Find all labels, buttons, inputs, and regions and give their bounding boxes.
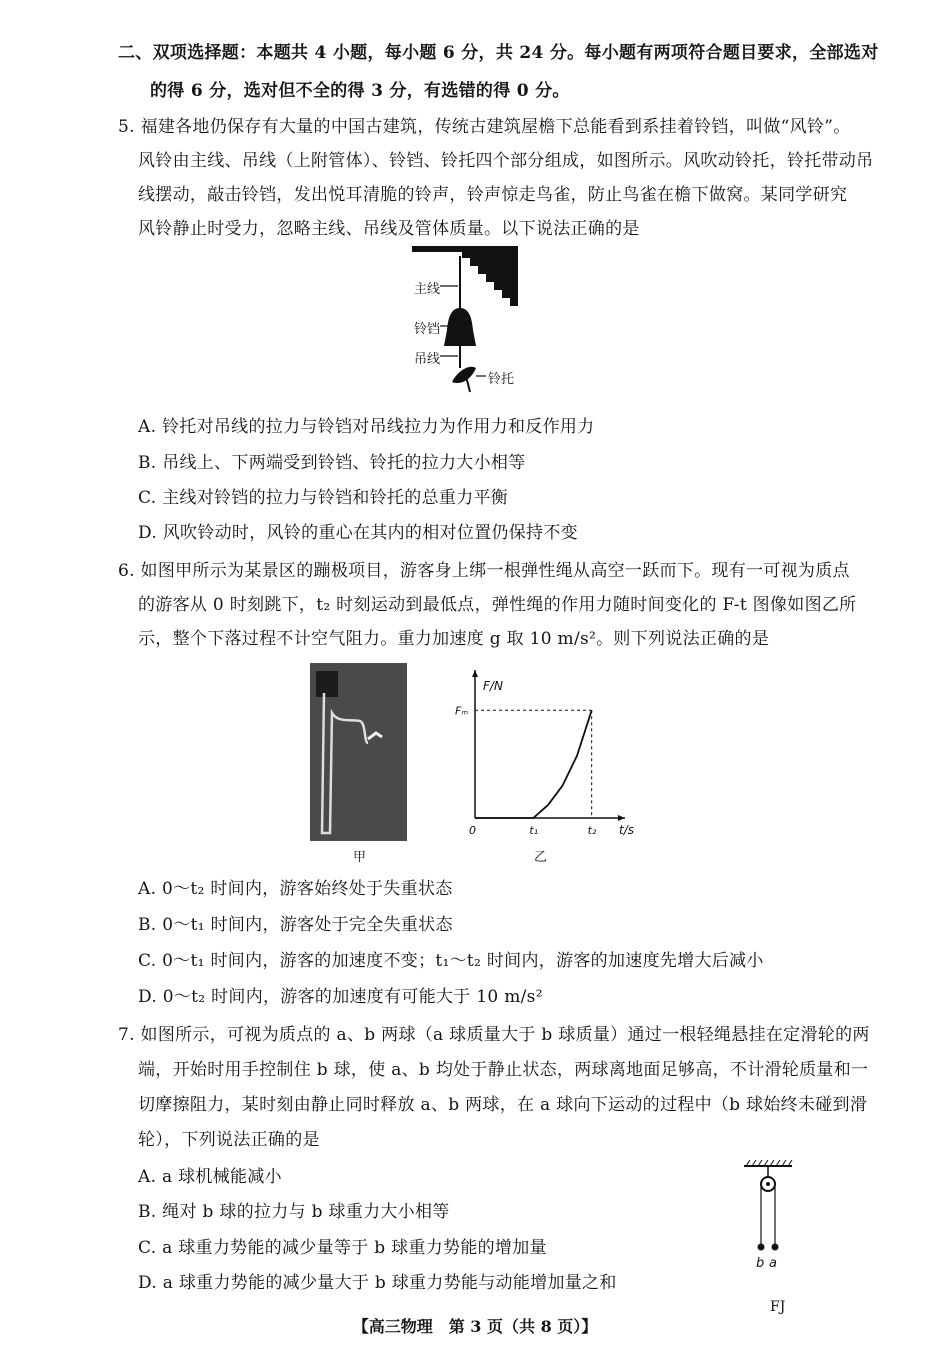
q5-stem-line: 风铃静止时受力，忽略主线、吊线及管体质量。以下说法正确的是 bbox=[138, 219, 640, 239]
q6-stem-line: 的游客从 0 时刻跳下，t₂ 时刻运动到最低点，弹性绳的作用力随时间变化的 F-t 图像如图乙所 bbox=[138, 595, 857, 615]
q7-option-a: A. a 球机械能减小 bbox=[138, 1167, 282, 1187]
q6-option-a: A. 0～t₂ 时间内，游客始终处于失重状态 bbox=[138, 879, 453, 899]
x-tick-label: t₁ bbox=[529, 824, 539, 837]
q7-option-d: D. a 球重力势能的减少量大于 b 球重力势能与动能增加量之和 bbox=[138, 1273, 617, 1293]
q5-option-c: C. 主线对铃铛的拉力与铃铛和铃托的总重力平衡 bbox=[138, 488, 509, 508]
q7-stem-line: 7. 如图所示，可视为质点的 a、b 两球（a 球质量大于 b 球质量）通过一根轻绳悬挂在定滑轮的两 bbox=[118, 1025, 870, 1045]
x-tick-label: t₂ bbox=[587, 824, 597, 837]
y-tick-label: Fₘ bbox=[455, 704, 469, 718]
ball-a bbox=[772, 1244, 779, 1251]
q7-stem-line: 切摩擦阻力，某时刻由静止同时释放 a、b 两球，在 a 球向下运动的过程中（b 球始终未碰到滑 bbox=[138, 1095, 868, 1115]
x-tick-label: 0 bbox=[469, 824, 476, 837]
label-bell-holder: 铃托 bbox=[488, 372, 515, 387]
q5-option-b: B. 吊线上、下两端受到铃铛、铃托的拉力大小相等 bbox=[138, 453, 526, 473]
q6-option-b: B. 0～t₁ 时间内，游客处于完全失重状态 bbox=[138, 915, 453, 935]
bell-holder-icon bbox=[452, 367, 476, 383]
q7-stem-line: 轮），下列说法正确的是 bbox=[138, 1130, 320, 1150]
y-axis-arrow bbox=[472, 670, 478, 677]
q7-option-b: B. 绳对 b 球的拉力与 b 球重力大小相等 bbox=[138, 1202, 450, 1222]
page-footer: 【高三物理 第 3 页（共 8 页）】 bbox=[352, 1317, 598, 1336]
label-hanging-line: 吊线 bbox=[414, 352, 441, 367]
f-t-chart bbox=[455, 668, 635, 838]
roof-eaves bbox=[412, 246, 518, 306]
series-line-f-t bbox=[475, 710, 592, 818]
q6-stem-line: 示，整个下落过程不计空气阻力。重力加速度 g 取 10 m/s²。则下列说法正确的是 bbox=[138, 629, 770, 649]
x-axis-arrow bbox=[618, 815, 625, 821]
q7-stem-line: 端，开始时用手控制住 b 球，使 a、b 均处于静止状态，两球离地面足够高，不计滑轮质量和一 bbox=[138, 1060, 869, 1080]
section-header-line2: 的得 6 分，选对但不全的得 3 分，有选错的得 0 分。 bbox=[150, 81, 570, 101]
q5-option-a: A. 铃托对吊线的拉力与铃铛对吊线拉力为作用力和反作用力 bbox=[138, 417, 595, 437]
label-bell: 铃铛 bbox=[414, 322, 441, 337]
figure-label-jia: 甲 bbox=[353, 850, 367, 865]
corner-code: FJ bbox=[770, 1299, 786, 1315]
pulley-figure bbox=[740, 1160, 800, 1260]
q5-stem-line: 风铃由主线、吊线（上附管体）、铃铛、铃托四个部分组成，如图所示。风吹动铃托，铃托带动吊 bbox=[138, 151, 874, 171]
q6-stem-line: 6. 如图甲所示为某景区的蹦极项目，游客身上绑一根弹性绳从高空一跃而下。现有一可视为质点 bbox=[118, 561, 850, 581]
q6-option-d: D. 0～t₂ 时间内，游客的加速度有可能大于 10 m/s² bbox=[138, 987, 543, 1007]
bell-icon bbox=[444, 308, 476, 346]
q5-option-d: D. 风吹铃动时，风铃的重心在其内的相对位置仍保持不变 bbox=[138, 523, 578, 543]
section-header-line1: 二、双项选择题：本题共 4 小题，每小题 6 分，共 24 分。每小题有两项符合题目要求，全部选对 bbox=[118, 43, 879, 63]
label-main-line: 主线 bbox=[414, 282, 441, 297]
bungee-photo bbox=[310, 663, 407, 841]
x-axis-label: t/s bbox=[619, 823, 634, 837]
q5-stem-line: 线摆动，敲击铃铛，发出悦耳清脆的铃声，铃声惊走鸟雀，防止鸟雀在檐下做窝。某同学研究 bbox=[138, 185, 848, 205]
ball-a-label: a bbox=[769, 1256, 777, 1271]
q7-option-c: C. a 球重力势能的减少量等于 b 球重力势能的增加量 bbox=[138, 1238, 547, 1258]
q6-option-c: C. 0～t₁ 时间内，游客的加速度不变；t₁～t₂ 时间内，游客的加速度先增大后减小 bbox=[138, 951, 764, 971]
ball-b-label: b bbox=[756, 1256, 765, 1271]
ball-b bbox=[758, 1244, 765, 1251]
q5-stem-line: 5. 福建各地仍保存有大量的中国古建筑，传统古建筑屋檐下总能看到系挂着铃铛，叫做“风铃”。 bbox=[118, 117, 851, 137]
figure-label-yi: 乙 bbox=[534, 850, 548, 865]
y-axis-label: F/N bbox=[483, 679, 503, 693]
